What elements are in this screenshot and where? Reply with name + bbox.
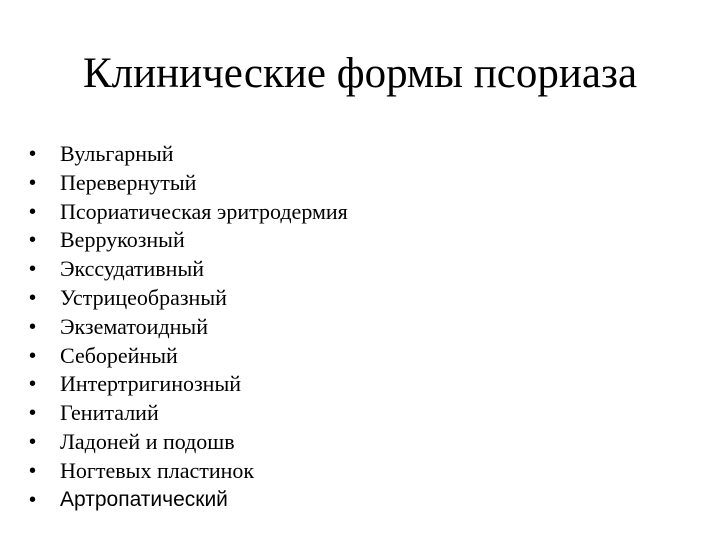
list-item-text: Устрицеобразный	[60, 284, 227, 310]
bullet-icon: •	[29, 143, 37, 165]
bullet-icon: •	[29, 229, 37, 252]
bullet-icon: •	[29, 258, 37, 281]
list-item	[29, 255, 348, 284]
list-item	[29, 486, 348, 515]
list-item	[29, 342, 348, 371]
list-item	[29, 457, 348, 486]
bullet-icon: •	[29, 286, 37, 309]
list-item	[29, 428, 348, 457]
list-item-text: Артропатический	[60, 487, 228, 511]
bullet-list	[29, 140, 348, 514]
bullet-icon: •	[29, 200, 37, 223]
list-item-text: Себорейный	[60, 342, 178, 368]
list-item-text: Экссудативный	[60, 256, 205, 282]
list-item-text: Ногтевых пластинок	[60, 457, 255, 483]
list-item	[29, 284, 348, 313]
bullet-icon: •	[29, 430, 37, 453]
bullet-icon: •	[29, 459, 37, 482]
bullet-icon: •	[29, 315, 37, 338]
list-item	[29, 140, 348, 169]
list-item-text: Перевернутый	[60, 169, 197, 195]
bullet-icon: •	[29, 344, 37, 367]
bullet-icon: •	[29, 488, 37, 511]
bullet-icon: •	[29, 373, 37, 396]
bullet-icon: •	[29, 402, 37, 425]
list-item	[29, 198, 348, 227]
list-item	[29, 313, 348, 342]
list-item-text: Экзематоидный	[60, 313, 208, 339]
list-item-text: Ладоней и подошв	[60, 428, 235, 454]
slide-title: Клинические формы псориаза	[82, 50, 638, 97]
list-item-text: Вульгарный	[60, 141, 174, 166]
bullet-icon: •	[29, 171, 37, 194]
list-item-text: Интертригинозный	[60, 371, 241, 397]
list-item	[29, 370, 348, 399]
list-item-text: Псориатическая эритродермия	[60, 198, 348, 224]
list-item	[29, 399, 348, 428]
list-item-text: Гениталий	[60, 400, 159, 426]
list-item	[29, 226, 348, 255]
list-item-text: Веррукозный	[60, 227, 185, 253]
list-item	[29, 169, 348, 198]
